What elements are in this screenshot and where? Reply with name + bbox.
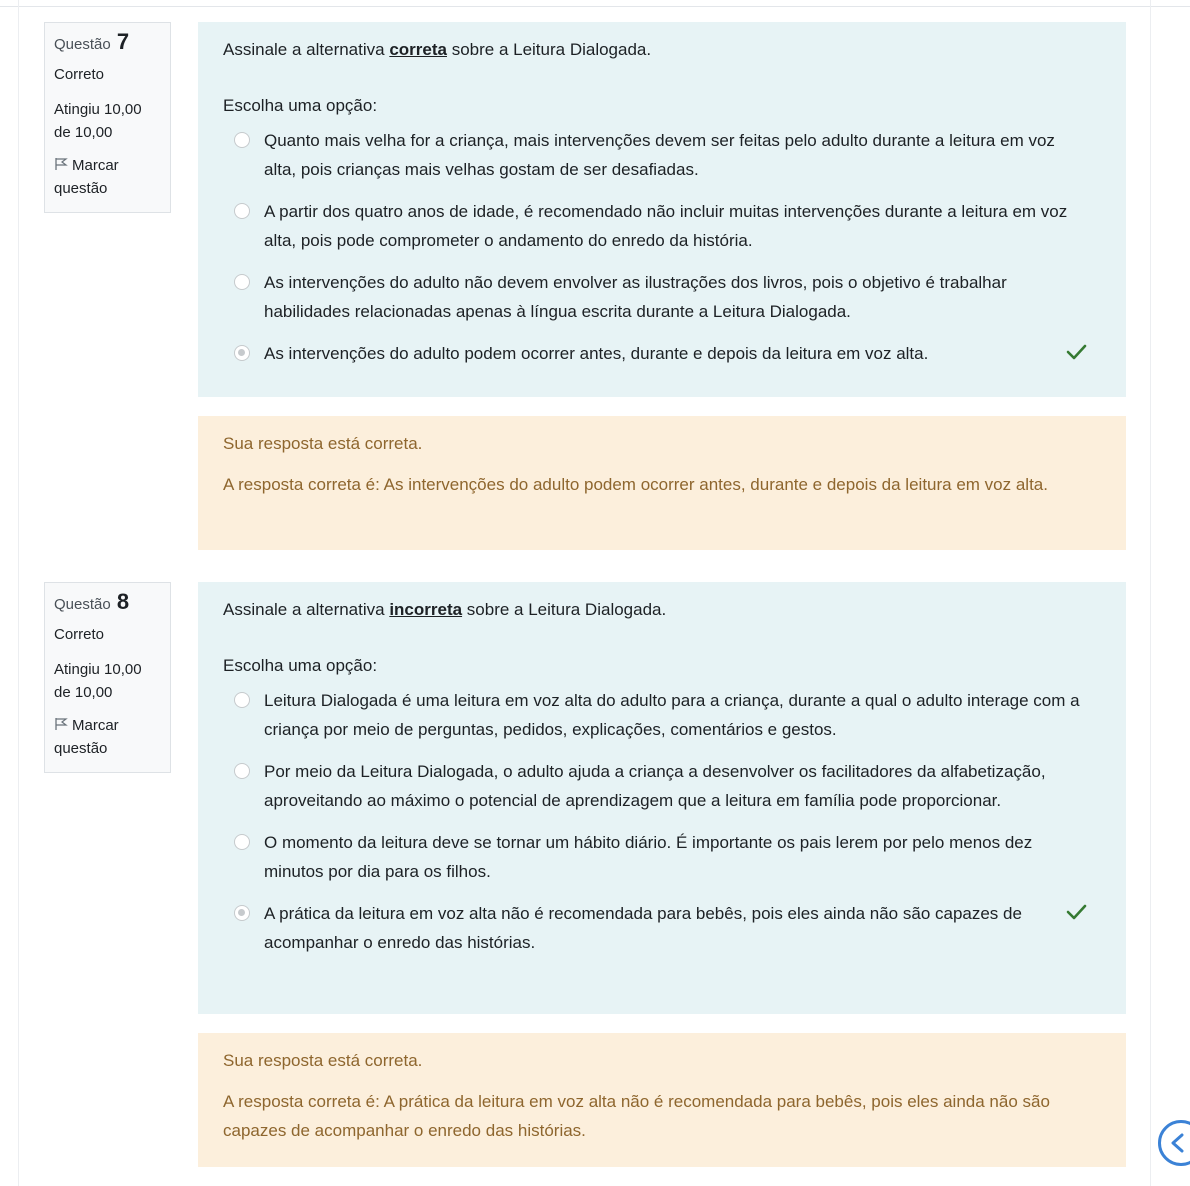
radio-button[interactable] — [234, 763, 250, 779]
drawer-toggle-button[interactable] — [1158, 1120, 1190, 1166]
flag-icon — [54, 157, 68, 171]
question-label: Questão — [54, 596, 111, 613]
feedback-text: Sua resposta está correta. — [223, 434, 423, 453]
top-divider — [0, 6, 1190, 7]
question-state: Correto — [54, 66, 105, 83]
question-text-end: sobre a Leitura Dialogada. — [446, 40, 652, 59]
flag-question-link[interactable] — [54, 154, 161, 200]
question-number-line — [54, 591, 161, 616]
question-feedback — [198, 416, 1126, 550]
right-border — [1150, 0, 1151, 1186]
answer-option-text: A prática da leitura em voz alta não é recomendada para bebês, pois eles ainda não são capazes de acompanhar o enredo das histórias. — [264, 904, 1022, 952]
radio-button-selected[interactable] — [234, 905, 250, 921]
answer-option-text: As intervenções do adulto podem ocorrer antes, durante e depois da leitura em voz alta. — [264, 344, 929, 363]
question-text-start: Assinale a alternativa — [223, 600, 390, 619]
radio-button[interactable] — [234, 692, 250, 708]
flag-question-label: Marcar questão — [54, 157, 119, 197]
answer-option-a[interactable] — [223, 126, 1101, 184]
flag-question-label: Marcar questão — [54, 717, 119, 757]
right-answer: A resposta correta é: As intervenções do adulto podem ocorrer antes, durante e depois da leitura em voz alta. — [223, 475, 1048, 494]
answer-option-text: Por meio da Leitura Dialogada, o adulto ajuda a criança a desenvolver os facilitadores da alfabetização, aproveitando ao máximo o potencial de aprendizagem que a leitura em família pode proporcionar. — [264, 762, 1046, 810]
question-grade: Atingiu 10,00 de 10,00 — [54, 661, 142, 701]
answer-option-b[interactable] — [223, 197, 1101, 255]
answer-option-text: Quanto mais velha for a criança, mais intervenções devem ser feitas pelo adulto durante a leitura em voz alta, pois crianças mais velhas gostam de ser desafiadas. — [264, 131, 1055, 179]
question-label: Questão — [54, 36, 111, 53]
question-formulation — [198, 22, 1126, 397]
answer-option-b[interactable] — [223, 757, 1101, 815]
radio-button[interactable] — [234, 834, 250, 850]
feedback-text: Sua resposta está correta. — [223, 1051, 423, 1070]
radio-button-selected[interactable] — [234, 345, 250, 361]
answer-option-c[interactable] — [223, 268, 1101, 326]
question-info — [44, 582, 171, 773]
answer-option-d[interactable] — [223, 339, 1101, 368]
question-text — [223, 598, 1101, 622]
answer-option-text: O momento da leitura deve se tornar um hábito diário. É importante os pais lerem por pelo menos dez minutos por dia para os filhos. — [264, 833, 1033, 881]
question-text — [223, 38, 1101, 62]
flag-question-link[interactable] — [54, 714, 161, 760]
answer-prompt: Escolha uma opção: — [223, 96, 378, 115]
answer-option-a[interactable] — [223, 686, 1101, 744]
check-icon — [1065, 341, 1087, 363]
question-text-start: Assinale a alternativa — [223, 40, 390, 59]
question-number: 8 — [116, 589, 130, 614]
answer-option-text: As intervenções do adulto não devem envolver as ilustrações dos livros, pois o objetivo é trabalhar habilidades relacionadas apenas à língua escrita durante a Leitura Dialogada. — [264, 273, 1007, 321]
question-number-line — [54, 31, 161, 56]
answer-prompt: Escolha uma opção: — [223, 656, 378, 675]
question-grade: Atingiu 10,00 de 10,00 — [54, 101, 142, 141]
radio-button[interactable] — [234, 274, 250, 290]
chevron-left-icon — [1167, 1132, 1189, 1154]
check-icon — [1065, 901, 1087, 923]
answer-option-d[interactable] — [223, 899, 1101, 957]
question-info — [44, 22, 171, 213]
question-text-end: sobre a Leitura Dialogada. — [462, 600, 667, 619]
answer-option-text: Leitura Dialogada é uma leitura em voz alta do adulto para a criança, durante a qual o adulto interage com a criança por meio de perguntas, pedidos, explicações, comentários e gestos. — [264, 691, 1080, 739]
question-text-emphasis: incorreta — [389, 600, 463, 619]
question-formulation — [198, 582, 1126, 1014]
flag-icon — [54, 717, 68, 731]
answer-option-c[interactable] — [223, 828, 1101, 886]
question-number: 7 — [116, 29, 130, 54]
right-answer: A resposta correta é: A prática da leitura em voz alta não é recomendada para bebês, pois eles ainda não são capazes de acompanhar o enredo das histórias. — [223, 1092, 1050, 1140]
answer-option-text: A partir dos quatro anos de idade, é recomendado não incluir muitas intervenções durante a leitura em voz alta, pois pode comprometer o andamento do enredo da história. — [264, 202, 1068, 250]
left-border — [18, 0, 19, 1186]
question-text-emphasis: correta — [389, 40, 447, 59]
question-feedback — [198, 1033, 1126, 1167]
radio-button[interactable] — [234, 203, 250, 219]
radio-button[interactable] — [234, 132, 250, 148]
question-state: Correto — [54, 626, 105, 643]
